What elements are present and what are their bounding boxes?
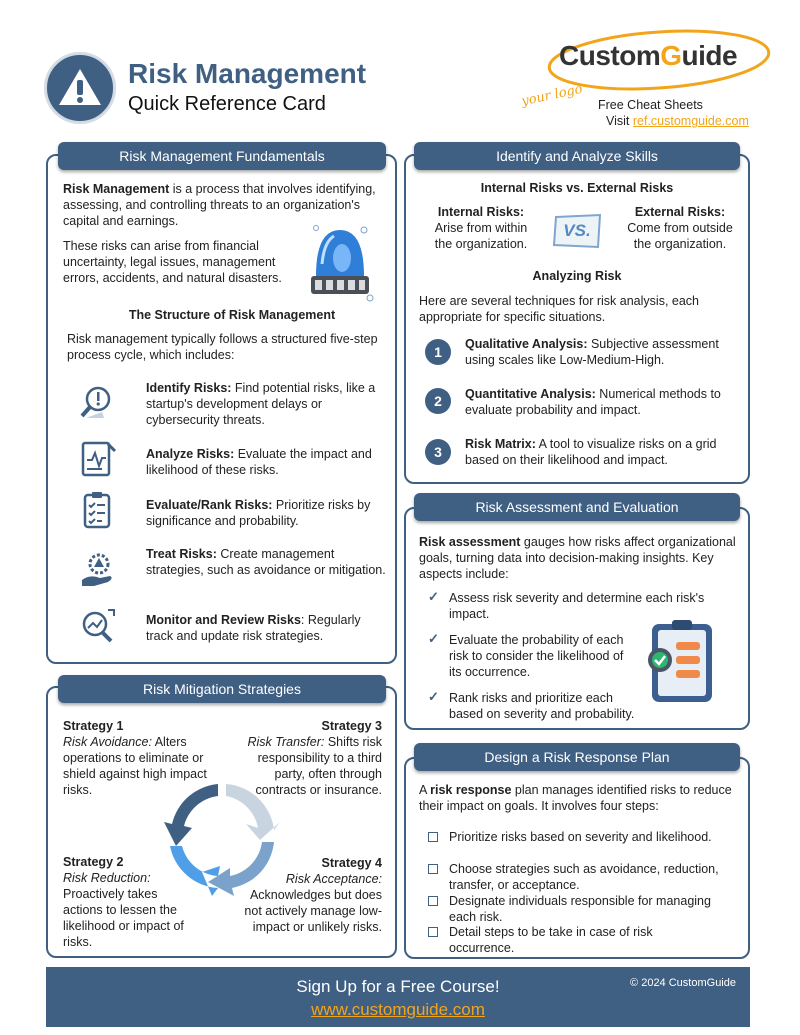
assessment-item-1: Assess risk severity and determine each risk's impact. [449, 591, 705, 621]
magnifier-trend-icon [78, 606, 118, 646]
analyzing-intro: Here are several techniques for risk analysis, each appropriate for specific situations. [419, 294, 699, 324]
technique-3: Risk Matrix: A tool to visualize risks on a grid based on their likelihood and impact. [465, 437, 717, 467]
structure-title: The Structure of Risk Management [128, 308, 336, 322]
checkbox-icon [428, 927, 438, 937]
fundamentals-para2: These risks can arise from financial uncertainty, legal issues, management errors, accidents, and natural disasters. [63, 239, 282, 285]
technique-number-2: 2 [425, 388, 451, 414]
response-item-1: Prioritize risks based on severity and likelihood. [449, 830, 712, 844]
fundamentals-intro: Risk Management is a process that involves identifying, assessing, and controlling threats to an organization's capital and earnings. [63, 182, 376, 228]
step-analyze: Analyze Risks: Evaluate the impact and likelihood of these risks. [146, 447, 372, 477]
technique-2: Quantitative Analysis: Numerical methods to evaluate probability and impact. [465, 387, 721, 417]
footer [46, 967, 750, 1027]
checkbox-icon [428, 864, 438, 874]
assessment-item-3: Rank risks and prioritize each based on severity and probability. [449, 691, 635, 721]
internal-external-heading: Internal Risks vs. External Risks [480, 181, 674, 195]
assessment-title: Risk Assessment and Evaluation [414, 493, 740, 521]
clipboard-checklist-icon [78, 490, 118, 530]
warning-icon [44, 52, 116, 124]
step-treat: Treat Risks: Create management strategies, such as avoidance or mitigation. [146, 547, 386, 577]
check-icon: ✓ [428, 589, 439, 604]
step-monitor: Monitor and Review Risks: Regularly track and update risk strategies. [146, 613, 361, 643]
logo-tag: your logo [520, 81, 584, 110]
check-icon: ✓ [428, 631, 439, 646]
internal-risks: Internal Risks: Arise from within the organization. [434, 205, 528, 251]
document-chart-icon [78, 438, 118, 478]
vs-badge: VS. [550, 213, 604, 249]
page-title: Risk Management [128, 58, 367, 89]
checkbox-icon [428, 832, 438, 842]
copyright: © 2024 CustomGuide [630, 977, 736, 989]
technique-number-1: 1 [425, 339, 451, 365]
response-intro: A risk response plan manages identified risks to reduce their impact on goals. It involves four steps: [419, 783, 732, 813]
technique-number-3: 3 [425, 439, 451, 465]
strategy-3: Strategy 3 Risk Transfer: Shifts risk responsibility to a third party, often through contracts or insurance. [247, 719, 382, 797]
identify-title: Identify and Analyze Skills [414, 142, 740, 170]
analyzing-risk-heading: Analyzing Risk [532, 269, 622, 283]
signup-text: Sign Up for a Free Course! [296, 977, 500, 996]
visit-link[interactable]: ref.customguide.com [632, 114, 749, 128]
visit-line: Visit ref.customguide.com [606, 114, 749, 128]
logo: CustomGuide your logo [545, 26, 773, 92]
fundamentals-title: Risk Management Fundamentals [58, 142, 386, 170]
response-title: Design a Risk Response Plan [414, 743, 740, 771]
free-cheat-sheets: Free Cheat Sheets [598, 98, 703, 112]
strategy-4: Strategy 4 Risk Acceptance: Acknowledges but does not actively manage low-impact or unlikely risks. [244, 856, 382, 934]
step-evaluate: Evaluate/Rank Risks: Prioritize risks by significance and probability. [146, 498, 371, 528]
siren-icon [302, 218, 374, 302]
footer-link[interactable]: www.customguide.com [311, 1000, 485, 1019]
response-item-2: Choose strategies such as avoidance, reduction, transfer, or acceptance. [449, 862, 719, 892]
page-subtitle: Quick Reference Card [128, 93, 326, 115]
strategy-1: Strategy 1 Risk Avoidance: Alters operations to eliminate or shield against high impact risks. [63, 719, 207, 797]
response-item-4: Detail steps to be take in case of risk occurrence. [449, 925, 653, 955]
response-item-3: Designate individuals responsible for managing each risk. [449, 894, 711, 924]
assessment-intro: Risk assessment gauges how risks affect organizational goals, turning data into decision-making insights. Key aspects include: [419, 535, 736, 581]
structure-intro: Risk management typically follows a structured five-step process cycle, which includes: [67, 332, 378, 362]
assessment-item-2: Evaluate the probability of each risk to consider the likelihood of its occurrence. [449, 633, 624, 679]
check-icon: ✓ [428, 689, 439, 704]
gear-hand-alert-icon [78, 550, 118, 590]
mitigation-title: Risk Mitigation Strategies [58, 675, 386, 703]
clipboard-check-icon [638, 618, 730, 706]
strategy-2: Strategy 2 Risk Reduction: Proactively takes actions to lessen the likelihood or impact of risks. [63, 855, 184, 949]
cycle-arrows-icon [162, 776, 282, 896]
external-risks: External Risks: Come from outside the organization. [627, 205, 733, 251]
technique-1: Qualitative Analysis: Subjective assessment using scales like Low-Medium-High. [465, 337, 719, 367]
checkbox-icon [428, 896, 438, 906]
step-identify: Identify Risks: Find potential risks, like a startup's development delays or cybersecurity threats. [146, 381, 376, 427]
magnifier-alert-icon [78, 382, 118, 422]
